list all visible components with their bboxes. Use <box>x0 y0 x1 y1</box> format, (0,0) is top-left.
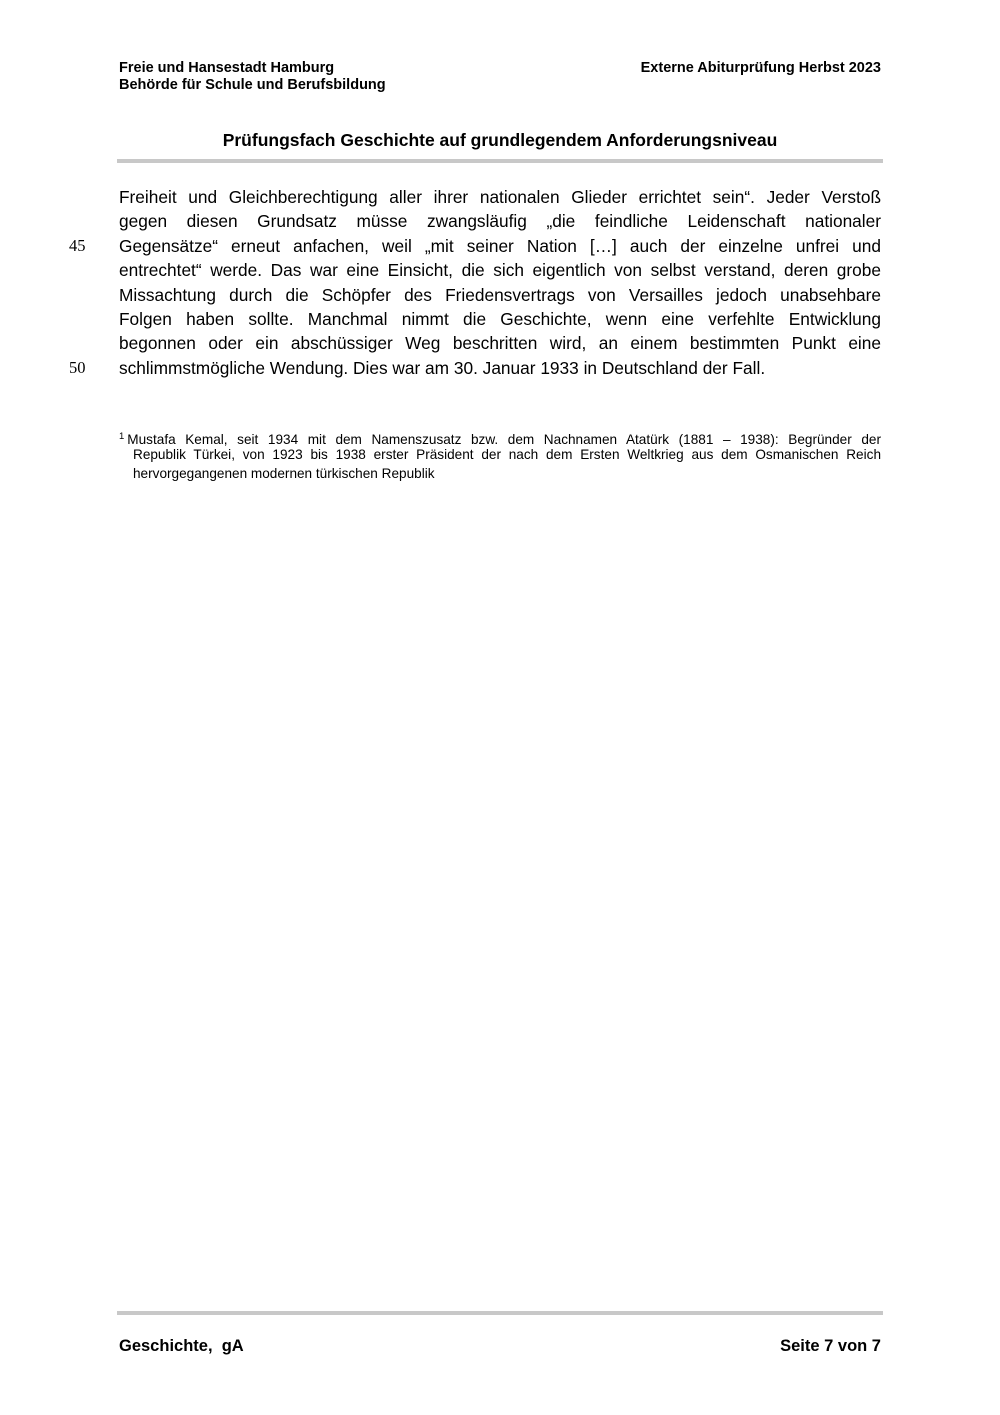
header-city: Freie und Hansestadt Hamburg <box>119 60 335 76</box>
header-exam-title: Externe Abiturprüfung Herbst 2023 <box>640 60 881 76</box>
text-line: Missachtung durch die Schöpfer des Friedensvertrags von Versailles jedoch unabsehbare <box>119 284 881 305</box>
line-number-50: 50 <box>69 357 86 377</box>
page-number: Seite 7 von 7 <box>780 1337 881 1355</box>
footnote <box>119 428 881 483</box>
footnote-text: Mustafa Kemal, seit 1934 mit dem Namenszusatz bzw. dem Nachnamen Atatürk (1881 – 1938): Begründer der <box>127 432 881 447</box>
header-divider <box>117 159 883 163</box>
text-line: begonnen oder ein abschüssiger Weg beschritten wird, an einem bestimmten Punkt eine <box>119 333 881 354</box>
text-line: entrechtet“ werde. Das war eine Einsicht, die sich eigentlich von selbst verstand, deren grobe <box>119 260 881 281</box>
text-line: gegen diesen Grundsatz müsse zwangsläufig „die feindliche Leidenschaft nationaler <box>119 211 881 232</box>
header-department: Behörde für Schule und Berufsbildung <box>119 77 386 93</box>
text-line: Freiheit und Gleichberechtigung aller ihrer nationalen Glieder errichtet sein“. Jeder Verstoß <box>119 187 881 207</box>
header-authority <box>119 60 386 94</box>
text-line <box>69 356 881 380</box>
text-line: Folgen haben sollte. Manchmal nimmt die Geschichte, wenn eine verfehlte Entwicklung <box>119 308 881 329</box>
footnote-line: Republik Türkei, von 1923 bis 1938 erster Präsident der nach dem Ersten Weltkrieg aus dem Osmanischen Reich <box>133 447 881 463</box>
footnote-line: hervorgegangenen modernen türkischen Republik <box>133 465 435 481</box>
footnote-line <box>119 428 881 446</box>
footer-divider <box>117 1311 883 1315</box>
footer-subject: Geschichte, gA <box>119 1337 244 1355</box>
text-line-content: schlimmstmögliche Wendung. Dies war am 30. Januar 1933 in Deutschland der Fall. <box>119 357 766 378</box>
source-text <box>69 185 881 380</box>
footnote-marker: 1 <box>119 431 125 442</box>
text-line <box>69 234 881 258</box>
page-title: Prüfungsfach Geschichte auf grundlegendem Anforderungsniveau <box>222 130 778 150</box>
line-number-45: 45 <box>69 235 86 255</box>
text-line-content: Gegensätze“ erneut anfachen, weil „mit seiner Nation […] auch der einzelne unfrei und <box>119 235 881 256</box>
